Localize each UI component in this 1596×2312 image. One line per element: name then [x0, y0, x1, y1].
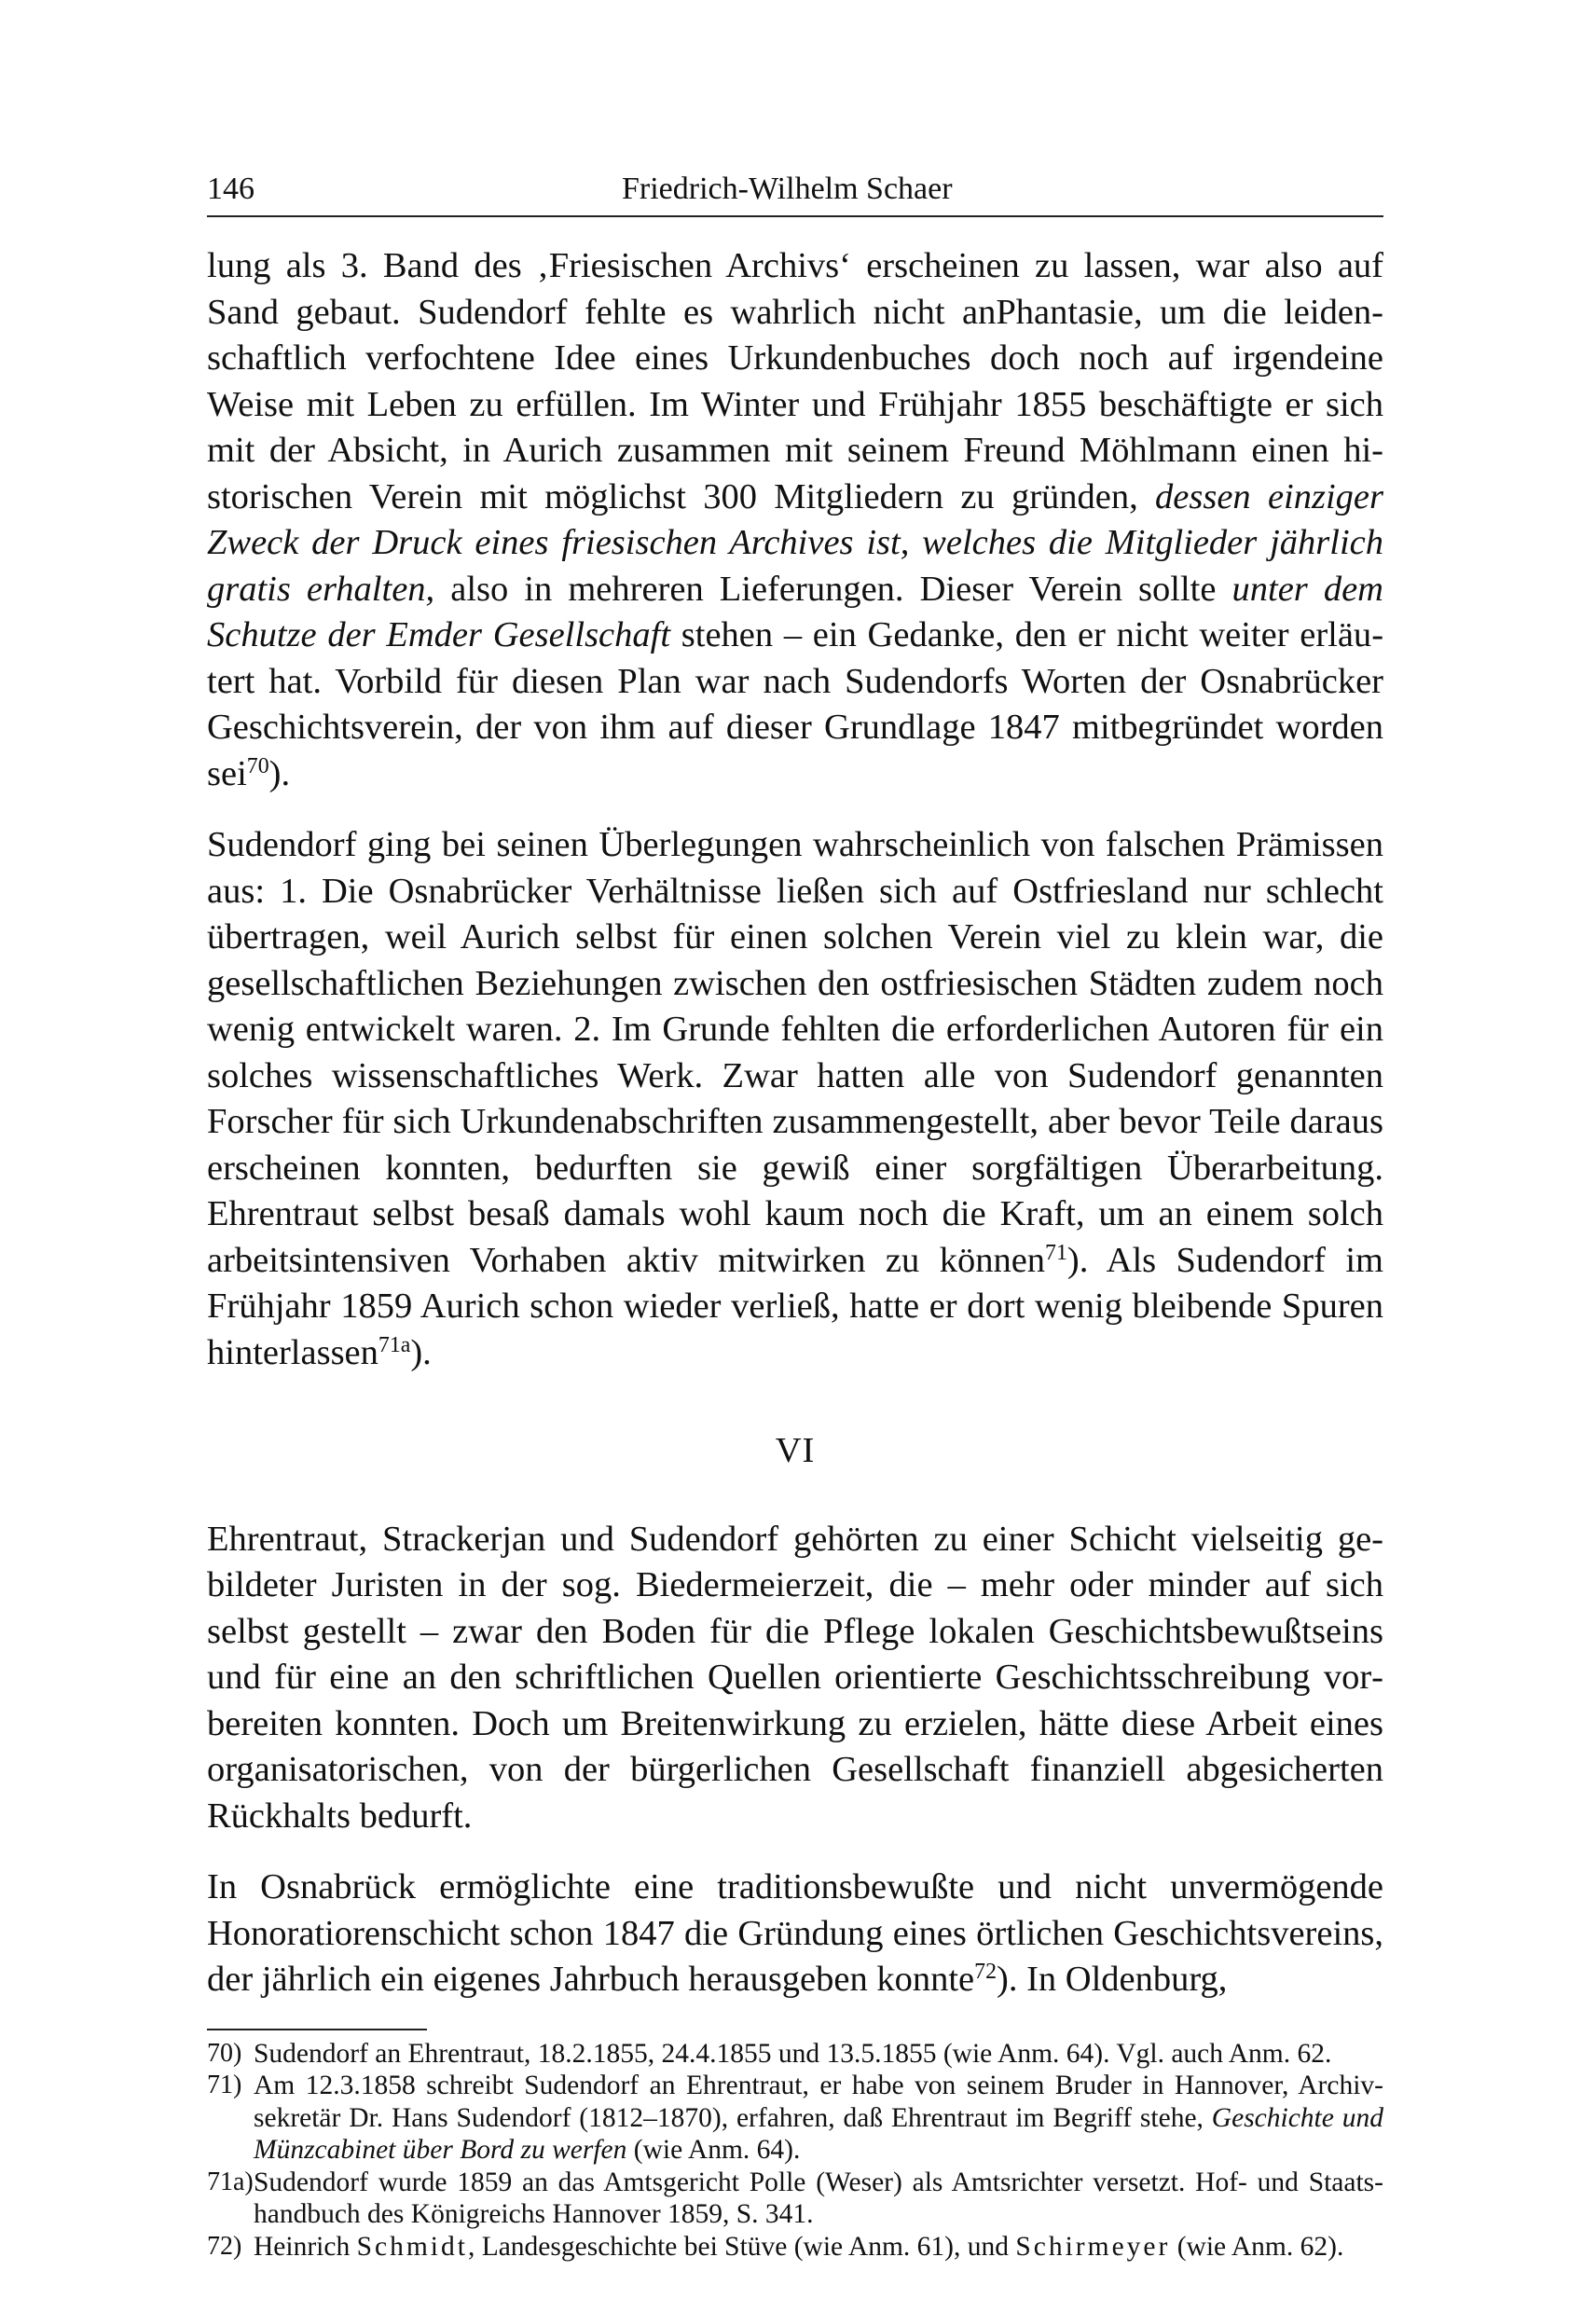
footnote-text: Sudendorf wurde 1859 an das Amtsgericht Polle (Weser) als Amtsrichter versetzt. Hof- und Staatshandbuch des Königreichs Hannover 1859, S. 341. [254, 2167, 1383, 2229]
text-run: Ehrentraut, Strackerjan und Sudendorf gehörten zu einer Schicht vielseitig gebildeter Juristen in der sog. Biedermeierzeit, die – mehr oder minder auf sich selbst gestellt – zwar den Boden für die Pflege lokalen Geschichtsbewußtseins und für eine an den schriftlichen Quellen orientierte Geschichtsschreibung vorbereiten konnten. Doch um Breitenwirkung zu erzielen, hätte diese Arbeit eines organisatorischen, von der bürgerlichen Gesellschaft finanziell abgesicherten Rückhalts bedurft. [207, 1519, 1383, 1836]
author-name: Schmidt [356, 2231, 468, 2262]
footnote [207, 2231, 1383, 2264]
footnote-mark: 71) [207, 2071, 242, 2099]
text-run: ). In Oldenburg, [997, 1960, 1228, 1999]
section-heading: VI [775, 1431, 816, 1470]
text-run: In Osnabrück ermöglichte eine traditionsbewußte und nicht unvermögende Honoratiorenschicht schon 1847 die Gründung eines örtlichen Geschichtsvereins, der jährlich ein eigenes Jahrbuch herausgeben konnte [207, 1867, 1383, 1999]
footnote-mark: 72) [207, 2231, 242, 2261]
italic-quote: unter dem Schutze der Emder Gesellschaft [207, 569, 1383, 654]
paragraph [207, 822, 1383, 1376]
text-run: lung als 3. Band des ‚Friesischen Archivs‘ erscheinen zu lassen, war also auf Sand gebaut. Sudendorf fehlte es wahrlich nicht anPhantasie, um die leidenschaftlich verfochtene Idee eines Urkundenbuches doch noch auf irgendeine Weise mit Leben zu erfüllen. Im Winter und Frühjahr 1855 beschäftigte er sich mit der Absicht, in Aurich zusammen mit seinem Freund Möhlmann einen historischen Verein mit möglichst 300 Mitgliedern zu gründen, [207, 246, 1383, 516]
footnote-ref: 70 [246, 753, 269, 778]
footnote [207, 2038, 1383, 2071]
paragraph [207, 1517, 1383, 1840]
footnote-text: (wie Anm. 62). [1170, 2231, 1344, 2262]
footnote [207, 2070, 1383, 2167]
text-run: ). [410, 1332, 432, 1372]
footnotes [207, 2029, 1383, 2264]
text-run: ). Als Sudendorf im Frühjahr 1859 Aurich schon wieder verließ, hatte er dort wenig bleibende Spuren hinterlassen [207, 1240, 1383, 1372]
footnote-text: Am 12.3.1858 schreibt Sudendorf an Ehrentraut, er habe von seinem Bruder in Hannover, Archivsekretär Dr. Hans Sudendorf (1812–1870), erfahren, daß Ehrentraut im Begriff stehe, [254, 2071, 1383, 2133]
footnote-mark: 71a) [207, 2167, 254, 2196]
italic-quote: Geschichte und Münzcabinet über Bord zu werfen [254, 2102, 1383, 2165]
running-title: Friedrich-Wilhelm Schaer [622, 172, 953, 206]
footnote-text: Sudendorf an Ehrentraut, 18.2.1855, 24.4.1855 und 13.5.1855 (wie Anm. 64). Vgl. auch Anm. 62. [254, 2038, 1332, 2069]
paragraph [207, 243, 1383, 797]
footnote-ref: 72 [974, 1959, 998, 1984]
main-text [207, 243, 1383, 2003]
footnote [207, 2167, 1383, 2231]
footnote-divider [207, 2029, 427, 2030]
footnote-ref: 71a [378, 1332, 411, 1357]
text-run: ). [268, 753, 291, 793]
page-number: 146 [207, 172, 255, 206]
text-run: also in mehreren Lieferungen. Dieser Verein sollte [434, 569, 1232, 609]
italic-quote: dessen einziger Zweck der Druck eines friesischen Archives ist, welches die Mitglieder jährlich gratis erhalten, [207, 476, 1383, 609]
footnote-ref: 71 [1045, 1240, 1067, 1265]
author-name: Schirmeyer [1015, 2231, 1171, 2262]
text-run: stehen – ein Gedanke, den er nicht weiter erläutert hat. Vorbild für diesen Plan war nach Sudendorfs Worten der Osnabrücker Geschichtsverein, der von ihm auf dieser Grundlage 1847 mitbegründet worden sei [207, 615, 1384, 793]
footnote-text: Heinrich [254, 2231, 357, 2262]
running-header [207, 163, 1383, 217]
footnote-text: , Landesgeschichte bei Stüve (wie Anm. 61), und [467, 2231, 1016, 2262]
text-run: Sudendorf ging bei seinen Überlegungen wahrscheinlich von falschen Prämissen aus: 1. Die Osnabrücker Verhältnisse ließen sich auf Ostfriesland nur schlecht übertragen, weil Aurich selbst für einen solchen Verein viel zu klein war, die gesellschaftlichen Beziehungen zwischen den ostfriesischen Städten zudem noch wenig entwickelt waren. 2. Im Grunde fehlten die erforderlichen Autoren für ein solches wissenschaftliches Werk. Zwar hatten alle von Sudendorf genannten Forscher für sich Urkundenabschriften zusammengestellt, aber bevor Teile daraus erscheinen konnten, bedurften sie gewiß einer sorgfältigen Überarbeitung. Ehrentraut selbst besaß damals wohl kaum noch die Kraft, um an einem solch arbeitsintensiven Vorhaben aktiv mitwirken zu können [207, 825, 1383, 1280]
footnote-mark: 70) [207, 2038, 242, 2068]
page-content [207, 163, 1383, 2263]
paragraph [207, 1865, 1383, 2003]
footnote-text: (wie Anm. 64). [626, 2135, 801, 2165]
